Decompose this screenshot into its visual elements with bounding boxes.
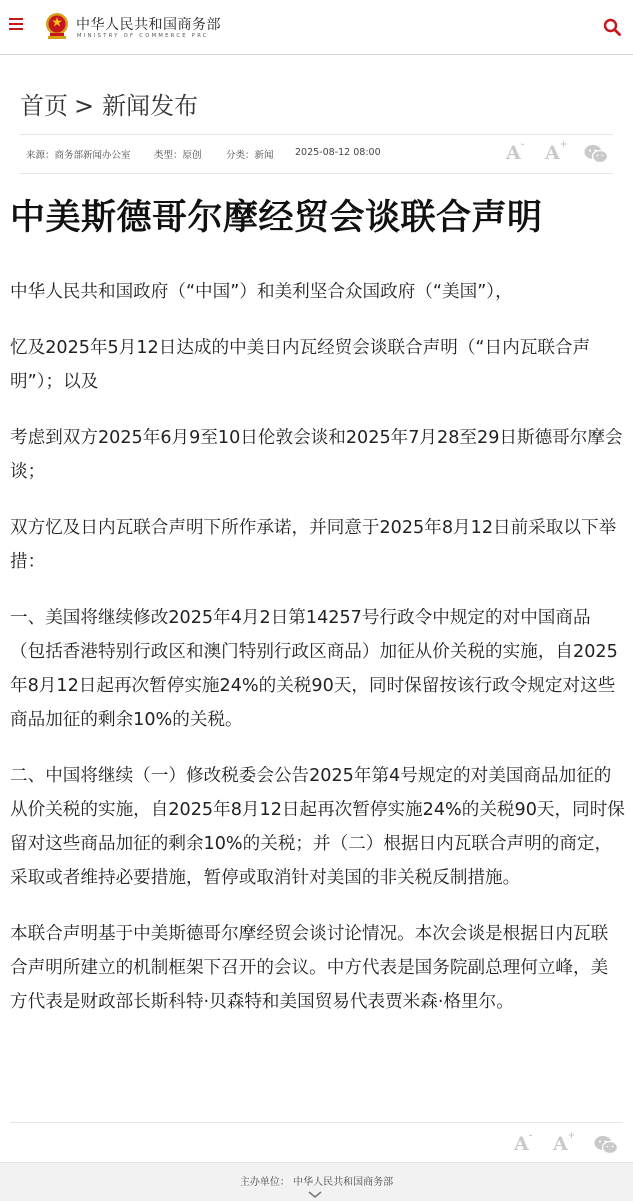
breadcrumb-separator: >: [74, 92, 95, 120]
article-paragraph: 中华人民共和国政府（“中国”）和美利坚合众国政府（“美国”），: [10, 282, 513, 302]
font-increase-button-bottom[interactable]: A+: [553, 1131, 576, 1155]
font-decrease-button-bottom[interactable]: A-: [514, 1131, 533, 1155]
article-paragraph: 考虑到双方2025年6月9至10日伦敦会谈和2025年7月28至29日斯德哥尔摩会谈；: [10, 428, 623, 482]
search-icon[interactable]: [603, 18, 621, 36]
national-emblem-icon[interactable]: [44, 12, 70, 40]
breadcrumb-home-link[interactable]: 首页: [20, 92, 68, 120]
article-paragraph: 一、美国将继续修改2025年4月2日第14257号行政令中规定的对中国商品（包括香港特别行政区和澳门特别行政区商品）加征从价关税的实施，自2025年8月12日起再次暂停实施24%的关税90天，同时保留按该行政令规定对这些商品加征的剩余10%的关税。: [10, 608, 618, 730]
bottom-font-tools: [10, 1122, 623, 1163]
article-paragraph: 忆及2025年5月12日达成的中美日内瓦经贸会谈联合声明（“日内瓦联合声明”）；以及: [10, 338, 591, 392]
article-body: [10, 275, 625, 1041]
font-decrease-button[interactable]: A-: [506, 140, 525, 164]
article-title: 中美斯德哥尔摩经贸会谈联合声明: [10, 198, 543, 238]
meta-category: 分类：新闻: [226, 150, 274, 161]
chevron-down-icon[interactable]: [308, 1191, 322, 1199]
footer-sponsor: 主办单位： 中华人民共和国商务部: [239, 1177, 394, 1188]
article-paragraph: 双方忆及日内瓦联合声明下所作承诺，并同意于2025年8月12日前采取以下举措：: [10, 518, 617, 572]
wechat-share-icon[interactable]: [584, 144, 608, 164]
site-logo-subtitle: MINISTRY OF COMMERCE PRC: [77, 33, 209, 39]
site-logo-title[interactable]: 中华人民共和国商务部: [76, 17, 221, 33]
meta-source: 来源：商务部新闻办公室: [26, 150, 131, 161]
meta-date: 2025-08-12 08:00: [295, 147, 381, 158]
breadcrumb: [20, 86, 198, 121]
top-bar: [0, 0, 633, 55]
hamburger-menu-icon[interactable]: [9, 18, 23, 32]
article-paragraph: 二、中国将继续（一）修改税委会公告2025年第4号规定的对美国商品加征的从价关税的实施，自2025年8月12日起再次暂停实施24%的关税90天，同时保留对这些商品加征的剩余10%的关税；并（二）根据日内瓦联合声明的商定，采取或者维持必要措施，暂停或取消针对美国的非关税反制措施。: [10, 766, 625, 888]
meta-type: 类型：原创: [154, 150, 202, 161]
font-increase-button[interactable]: A+: [545, 140, 568, 164]
article-meta-bar: [20, 134, 613, 174]
page-footer: [0, 1162, 633, 1201]
breadcrumb-current-link[interactable]: 新闻发布: [102, 92, 199, 120]
article-paragraph: 本联合声明基于中美斯德哥尔摩经贸会谈讨论情况。本次会谈是根据日内瓦联合声明所建立的机制框架下召开的会议。中方代表是国务院副总理何立峰，美方代表是财政部长斯科特·贝森特和美国贸易代表贾米森·格里尔。: [10, 924, 609, 1012]
wechat-share-icon-bottom[interactable]: [594, 1135, 618, 1155]
